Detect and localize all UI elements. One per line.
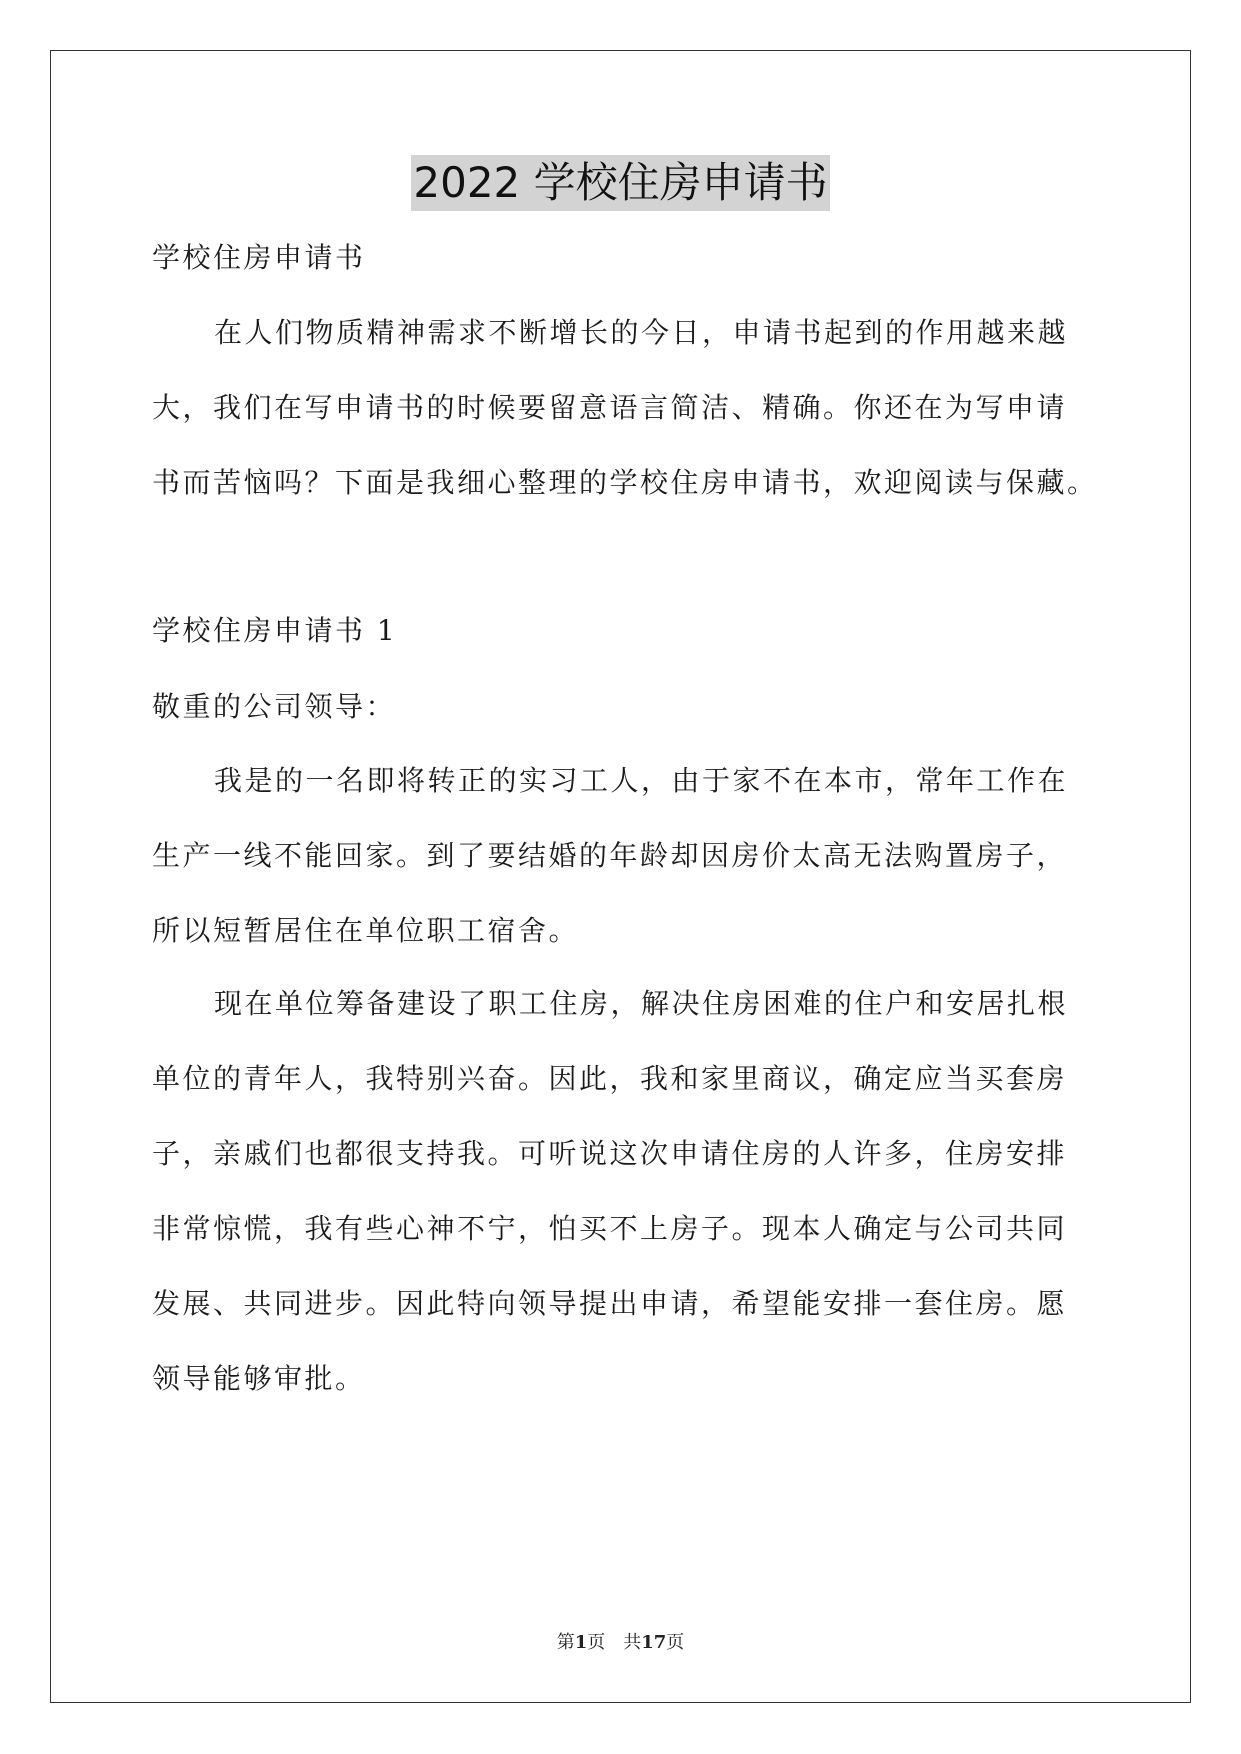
paragraph-salutation bbox=[152, 686, 396, 728]
page-footer bbox=[0, 1631, 1241, 1655]
text-line: 领导能够审批。 bbox=[152, 1362, 366, 1395]
title-container bbox=[0, 155, 1241, 211]
page-number: 1 bbox=[574, 1632, 588, 1653]
total-suffix: 页 bbox=[666, 1632, 685, 1653]
text-line: 书而苦恼吗？下面是我细心整理的学校住房申请书，欢迎阅读与保藏。 bbox=[152, 466, 1098, 499]
page-prefix: 第 bbox=[556, 1632, 575, 1653]
text-line: 学校住房申请书 1 bbox=[152, 614, 398, 647]
paragraph-body-1 bbox=[152, 760, 1068, 952]
text-line: 发展、共同进步。因此特向领导提出申请，希望能安排一套住房。愿 bbox=[152, 1287, 1068, 1320]
text-line: 生产一线不能回家。到了要结婚的年龄却因房价太高无法购置房子， bbox=[152, 839, 1068, 872]
paragraph-intro bbox=[152, 312, 1098, 504]
paragraph-body-2 bbox=[152, 983, 1068, 1400]
text-line: 非常惊慌，我有些心神不宁，怕买不上房子。现本人确定与公司共同 bbox=[152, 1212, 1068, 1245]
text-line: 学校住房申请书 bbox=[152, 241, 366, 274]
text-line: 在人们物质精神需求不断增长的今日，申请书起到的作用越来越 bbox=[214, 316, 1069, 349]
text-line: 敬重的公司领导： bbox=[152, 690, 397, 723]
text-line: 现在单位筹备建设了职工住房，解决住房困难的住户和安居扎根 bbox=[214, 987, 1069, 1020]
paragraph-section-heading bbox=[152, 610, 397, 652]
document-title: 2022 学校住房申请书 bbox=[411, 155, 829, 211]
text-line: 单位的青年人，我特别兴奋。因此，我和家里商议，确定应当买套房 bbox=[152, 1062, 1068, 1095]
text-line: 所以短暂居住在单位职工宿舍。 bbox=[152, 914, 580, 947]
total-prefix: 共 bbox=[623, 1632, 642, 1653]
total-pages: 17 bbox=[641, 1632, 667, 1653]
text-line: 大，我们在写申请书的时候要留意语言简洁、精确。你还在为写申请 bbox=[152, 391, 1068, 424]
text-line: 子，亲戚们也都很支持我。可听说这次申请住房的人许多，住房安排 bbox=[152, 1137, 1068, 1170]
text-line: 我是的一名即将转正的实习工人，由于家不在本市，常年工作在 bbox=[214, 764, 1069, 797]
page-suffix: 页 bbox=[587, 1632, 606, 1653]
paragraph-doc-heading bbox=[152, 237, 366, 279]
